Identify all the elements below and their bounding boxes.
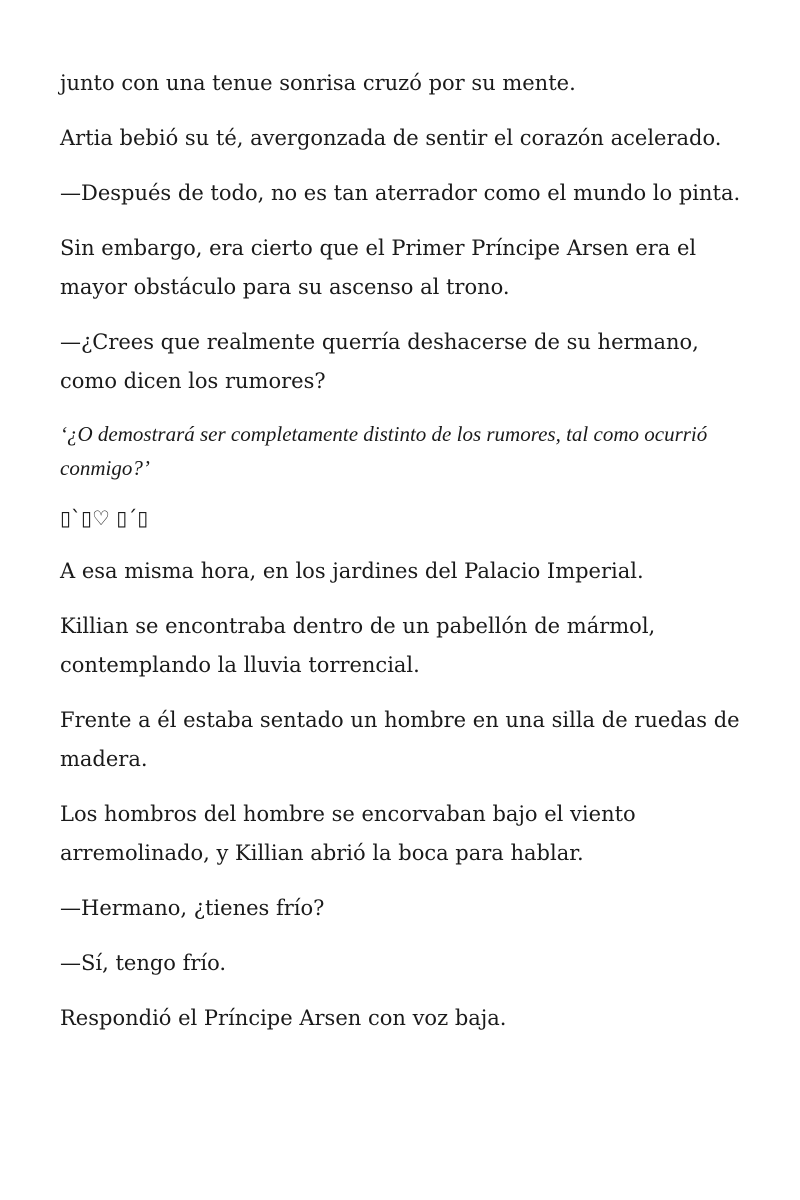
paragraph: —Hermano, ¿tienes frío?	[60, 896, 325, 920]
reader-page	[60, 64, 750, 1054]
paragraph: Sin embargo, era cierto que el Primer Príncipe Arsen era el mayor obstáculo para su ascenso al trono.	[60, 236, 697, 299]
paragraph: A esa misma hora, en los jardines del Palacio Imperial.	[60, 559, 644, 583]
paragraph: —Después de todo, no es tan aterrador como el mundo lo pinta.	[60, 181, 741, 205]
inner-thought-paragraph: ‘¿O demostrará ser completamente distinto de los rumores, tal como ocurrió conmigo?’	[60, 422, 708, 480]
paragraph: Artia bebió su té, avergonzada de sentir el corazón acelerado.	[60, 126, 722, 150]
paragraph: Frente a él estaba sentado un hombre en una silla de ruedas de madera.	[60, 708, 740, 771]
paragraph: Killian se encontraba dentro de un pabellón de mármol, contemplando la lluvia torrencial.	[60, 614, 656, 677]
paragraph: —¿Crees que realmente querría deshacerse de su hermano, como dicen los rumores?	[60, 330, 699, 393]
paragraph: Los hombros del hombre se encorvaban bajo el viento arremolinado, y Killian abrió la boca para hablar.	[60, 802, 636, 865]
paragraph: junto con una tenue sonrisa cruzó por su mente.	[60, 71, 576, 95]
scene-separator: ▯`▯♡ ▯´▯	[60, 506, 149, 530]
paragraph: Respondió el Príncipe Arsen con voz baja.	[60, 1006, 507, 1030]
paragraph: —Sí, tengo frío.	[60, 951, 227, 975]
